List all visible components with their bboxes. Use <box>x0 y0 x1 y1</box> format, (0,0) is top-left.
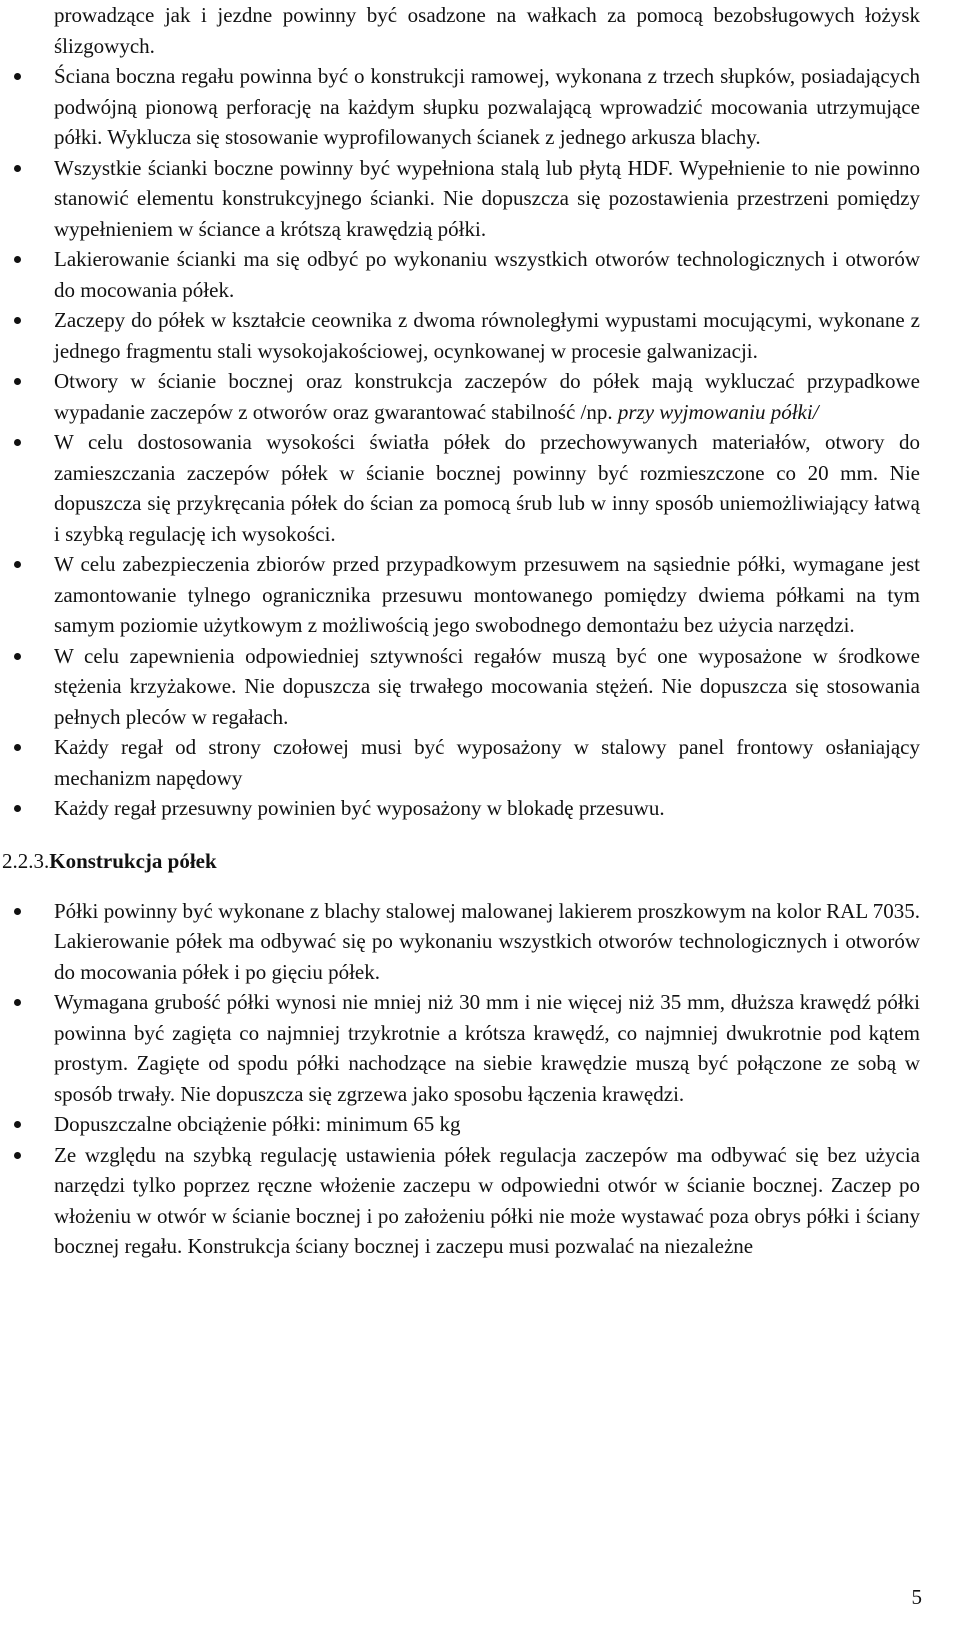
section1-bullet-list <box>54 61 920 824</box>
list-item-text: W celu dostosowania wysokości światła półek do przechowywanych materiałów, otwory do zamieszczania zaczepów półek w ścianie bocznej powinny być rozmieszczone co 20 mm. Nie dopuszcza się przykręcania półek do ścian za pomocą śrub lub w inny sposób uniemożliwiający łatwą i szybką regulację ich wysokości. <box>54 430 920 546</box>
list-item <box>54 427 920 549</box>
list-item-text: Dopuszczalne obciążenie półki: minimum 65 kg <box>54 1112 461 1136</box>
list-item-text: Wymagana grubość półki wynosi nie mniej niż 30 mm i nie więcej niż 35 mm, dłuższa krawędź półki powinna być zagięta co najmniej trzykrotnie a krótsza krawędź, co najmniej dwukrotnie pod kątem prostym. Zagięte od spodu półki nachodzące na siebie krawędzie muszą być połączone ze sobą w sposób trwały. Nie dopuszcza się zgrzewa jako sposobu łączenia krawędzi. <box>54 990 920 1106</box>
section-title: Konstrukcja półek <box>49 848 217 873</box>
bullet-icon <box>14 439 21 446</box>
intro-paragraph: prowadzące jak i jezdne powinny być osadzone na wałkach za pomocą bezobsługowych łożysk ślizgowych. <box>54 3 920 58</box>
bullet-icon <box>14 317 21 324</box>
bullet-icon <box>14 165 21 172</box>
section-number: 2.2.3. <box>2 848 50 873</box>
list-item-italic-note: przy wyjmowaniu półki/ <box>617 399 819 424</box>
list-item <box>54 244 920 305</box>
section-heading <box>2 846 868 876</box>
list-item-text: Każdy regał przesuwny powinien być wyposażony w blokadę przesuwu. <box>54 796 665 820</box>
list-item <box>54 987 920 1109</box>
list-item-text: Ze względu na szybką regulację ustawienia półek regulacja zaczepów ma odbywać się bez użycia narzędzi tylko poprzez ręczne włożenie zaczepu w odpowiedni otwór w ścianie bocznej. Zaczep po włożeniu w otwór w ścianie bocznej i po założeniu półki nie może wystawać poza obrys półki i ściany bocznej regału. Konstrukcja ściany bocznej i zaczepu musi pozwalać na niezależne <box>54 1142 920 1258</box>
list-item <box>54 366 920 427</box>
list-item <box>54 1140 920 1262</box>
list-item <box>54 549 920 641</box>
list-item <box>54 793 920 824</box>
list-item <box>54 305 920 366</box>
section2-bullet-list <box>54 896 920 1262</box>
document-body <box>2 0 920 1262</box>
list-item-text: W celu zabezpieczenia zbiorów przed przypadkowym przesuwem na sąsiednie półki, wymagane jest zamontowanie tylnego ogranicznika przesuwu montowanego pomiędzy dwiema półkami na tym samym poziomie użytkowym z możliwością jego swobodnego demontażu bez użycia narzędzi. <box>54 552 920 637</box>
list-item-text: W celu zapewnienia odpowiedniej sztywności regałów muszą być one wyposażone w środkowe stężenia krzyżakowe. Nie dopuszcza się trwałego mocowania stężeń. Nie dopuszcza się stosowania pełnych pleców w regałach. <box>54 643 920 729</box>
list-item <box>54 641 920 733</box>
list-item-text: Półki powinny być wykonane z blachy stalowej malowanej lakierem proszkowym na kolor RAL 7035. Lakierowanie półek ma odbywać się po wykonaniu wszystkich otworów technologicznych i otworów do mocowania półek i po gięciu półek. <box>54 898 920 984</box>
list-item-text: Otwory w ścianie bocznej oraz konstrukcja zaczepów do półek mają wykluczać przypadkowe wypadanie zaczepów z otworów oraz gwarantować stabilność /np. <box>54 369 920 424</box>
bullet-icon <box>14 908 21 915</box>
list-item-text: Wszystkie ścianki boczne powinny być wypełniona stalą lub płytą HDF. Wypełnienie to nie powinno stanowić elementu konstrukcyjnego ścianki. Nie dopuszcza się pozostawienia przestrzeni pomiędzy wypełnieniem w ściance a krótszą krawędzią półki. <box>54 155 920 241</box>
list-item-text: Zaczepy do półek w kształcie ceownika z dwoma równoległymi wypustami mocującymi, wykonane z jednego fragmentu stali wysokojakościowej, ocynkowanej w procesie galwanizacji. <box>54 308 920 363</box>
page-number: 5 <box>911 1585 922 1609</box>
bullet-icon <box>14 73 21 80</box>
list-item <box>54 153 920 245</box>
list-item <box>54 61 920 153</box>
bullet-icon <box>14 653 21 660</box>
list-item-text: Ściana boczna regału powinna być o konstrukcji ramowej, wykonana z trzech słupków, posiadających podwójną pionową perforację na każdym słupku pozwalającą wprowadzić mocowania utrzymujące półki. Wyklucza się stosowanie wyprofilowanych ścianek z jednego arkusza blachy. <box>54 64 920 149</box>
bullet-icon <box>14 561 21 568</box>
list-item <box>54 896 920 988</box>
bullet-icon <box>14 1121 21 1128</box>
list-item <box>54 1109 920 1140</box>
list-item-text: Lakierowanie ścianki ma się odbyć po wykonaniu wszystkich otworów technologicznych i otworów do mocowania półek. <box>54 247 920 302</box>
bullet-icon <box>14 256 21 263</box>
bullet-icon <box>14 1152 21 1159</box>
list-item-text: Każdy regał od strony czołowej musi być wyposażony w stalowy panel frontowy osłaniający mechanizm napędowy <box>54 735 920 790</box>
bullet-icon <box>14 999 21 1006</box>
list-item <box>54 732 920 793</box>
bullet-icon <box>14 805 21 812</box>
bullet-icon <box>14 378 21 385</box>
bullet-icon <box>14 744 21 751</box>
